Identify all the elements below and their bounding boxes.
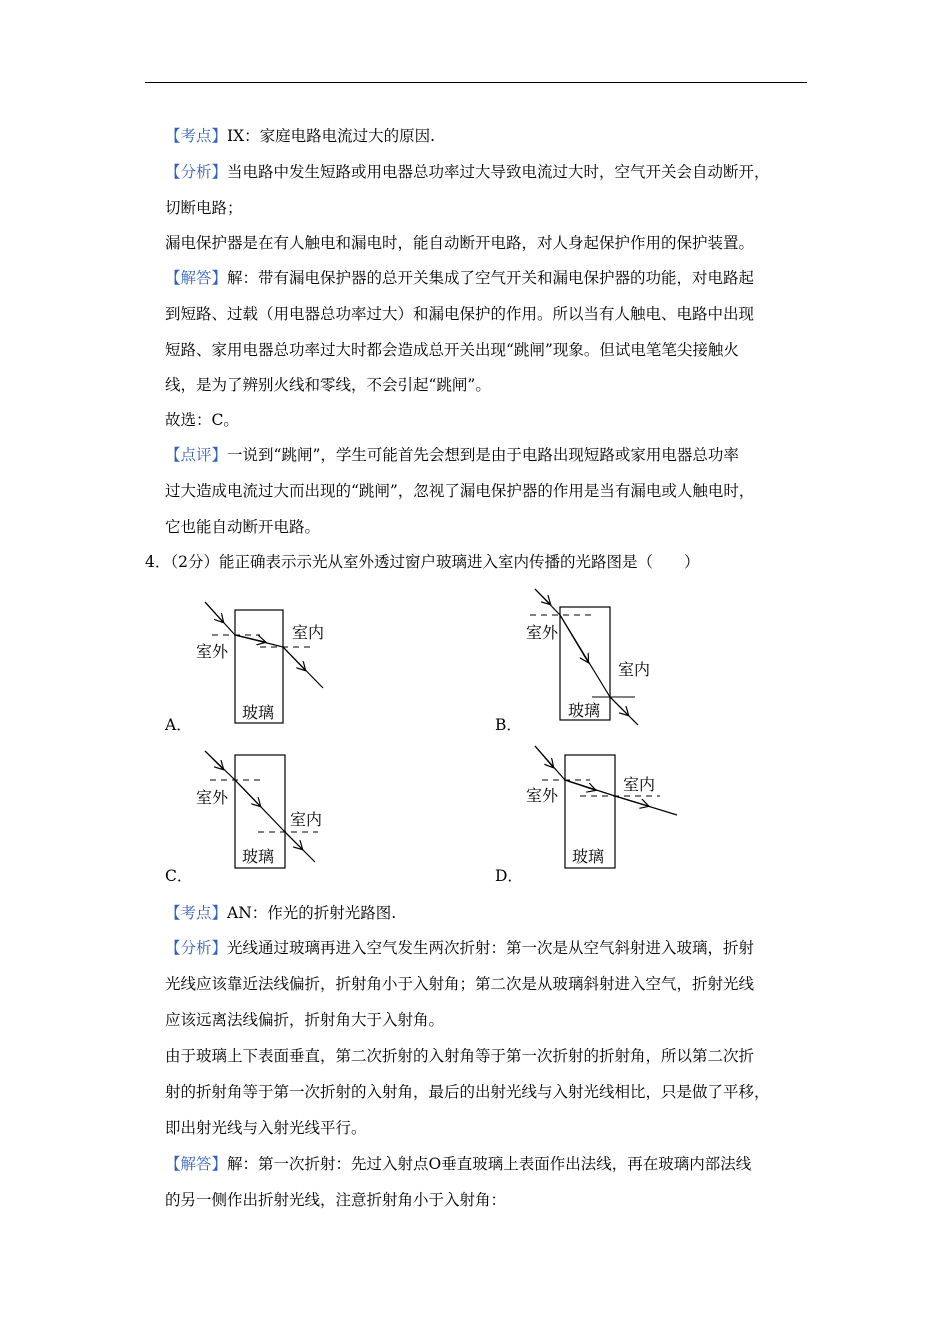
label-glass: 玻璃 [572, 847, 605, 866]
label-outdoor: 室外 [526, 786, 559, 805]
kaodian-tag-2: 【考点】 [165, 904, 228, 922]
figure-a [190, 592, 340, 727]
label-glass: 玻璃 [242, 703, 275, 722]
fenxi2-line-6: 即出射光线与入射光线平行。 [165, 1119, 367, 1137]
kaodian-line-1 [165, 126, 435, 146]
fenxi-line-2: 切断电路； [165, 199, 243, 217]
jieda-line-4: 线，是为了辨别火线和零线，不会引起“跳闸”。 [165, 376, 491, 394]
fenxi2-line-3: 应该远离法线偏折，折射角大于入射角。 [165, 1011, 445, 1029]
fenxi2-line-5: 射的折射角等于第一次折射的入射角，最后的出射光线与入射光线相比，只是做了平移， [165, 1083, 770, 1101]
dianping-text-1: 一说到“跳闸”，学生可能首先会想到是由于电路出现短路或家用电器总功率 [227, 446, 739, 464]
kaodian-text: IX：家庭电路电流过大的原因. [227, 127, 436, 145]
jieda-text-1: 解：带有漏电保护器的总开关集成了空气开关和漏电保护器的功能，对电路起 [227, 269, 755, 287]
jieda-line-1 [165, 268, 754, 288]
jieda-line-3: 短路、家用电器总功率过大时都会造成总开关出现“跳闸”现象。但试电笔笔尖接触火 [165, 341, 739, 359]
jieda-tag: 【解答】 [165, 269, 228, 287]
label-outdoor: 室外 [196, 642, 229, 661]
option-c-label: C． [165, 867, 193, 885]
jieda2-line-2: 的另一侧作出折射光线，注意折射角小于入射角： [165, 1191, 507, 1209]
fenxi-line-1 [165, 162, 770, 182]
figure-b [520, 585, 670, 727]
dianping-line-1 [165, 445, 739, 465]
label-indoor: 室内 [618, 660, 651, 679]
option-b-label: B． [495, 716, 522, 734]
header-rule [145, 82, 807, 83]
question-4-stem: 4．（2分）能正确表示示光从室外透过窗户玻璃进入室内传播的光路图是（ ） [145, 553, 700, 571]
label-outdoor: 室外 [526, 623, 559, 642]
jieda2-text-1: 解：第一次折射：先过入射点O垂直玻璃上表面作出法线，再在玻璃内部法线 [227, 1155, 752, 1173]
kaodian-tag: 【考点】 [165, 127, 228, 145]
fenxi-line-3: 漏电保护器是在有人触电和漏电时，能自动断开电路，对人身起保护作用的保护装置。 [165, 234, 755, 252]
fenxi-tag: 【分析】 [165, 163, 228, 181]
dianping-line-2: 过大造成电流过大而出现的“跳闸”，忽视了漏电保护器的作用是当有漏电或人触电时， [165, 482, 755, 500]
dianping-tag: 【点评】 [165, 446, 228, 464]
label-glass: 玻璃 [242, 847, 275, 866]
fenxi2-line-1 [165, 938, 754, 958]
dianping-line-3: 它也能自动断开电路。 [165, 518, 321, 536]
option-a-label: A． [165, 716, 192, 734]
jieda-line-2: 到短路、过载（用电器总功率过大）和漏电保护的作用。所以当有人触电、电路中出现 [165, 305, 755, 323]
figure-d [520, 740, 685, 873]
label-indoor: 室内 [290, 810, 323, 829]
label-indoor: 室内 [623, 775, 656, 794]
answer-line: 故选：C。 [165, 411, 239, 429]
jieda-tag-2: 【解答】 [165, 1155, 228, 1173]
label-outdoor: 室外 [196, 788, 229, 807]
fenxi2-line-4: 由于玻璃上下表面垂直，第二次折射的入射角等于第一次折射的折射角，所以第二次折 [165, 1047, 755, 1065]
label-glass: 玻璃 [568, 701, 601, 720]
kaodian-text-2: AN：作光的折射光路图. [227, 904, 397, 922]
figure-c [190, 745, 340, 873]
fenxi2-line-2: 光线应该靠近法线偏折，折射角小于入射角；第二次是从玻璃斜射进入空气，折射光线 [165, 975, 755, 993]
fenxi2-text-1: 光线通过玻璃再进入空气发生两次折射：第一次是从空气斜射进入玻璃，折射 [227, 939, 755, 957]
option-d-label: D． [495, 867, 523, 885]
jieda2-line-1 [165, 1154, 751, 1174]
fenxi-text-1: 当电路中发生短路或用电器总功率过大导致电流过大时，空气开关会自动断开， [227, 163, 770, 181]
fenxi-tag-2: 【分析】 [165, 939, 228, 957]
label-indoor: 室内 [292, 623, 325, 642]
kaodian-line-2 [165, 903, 396, 923]
